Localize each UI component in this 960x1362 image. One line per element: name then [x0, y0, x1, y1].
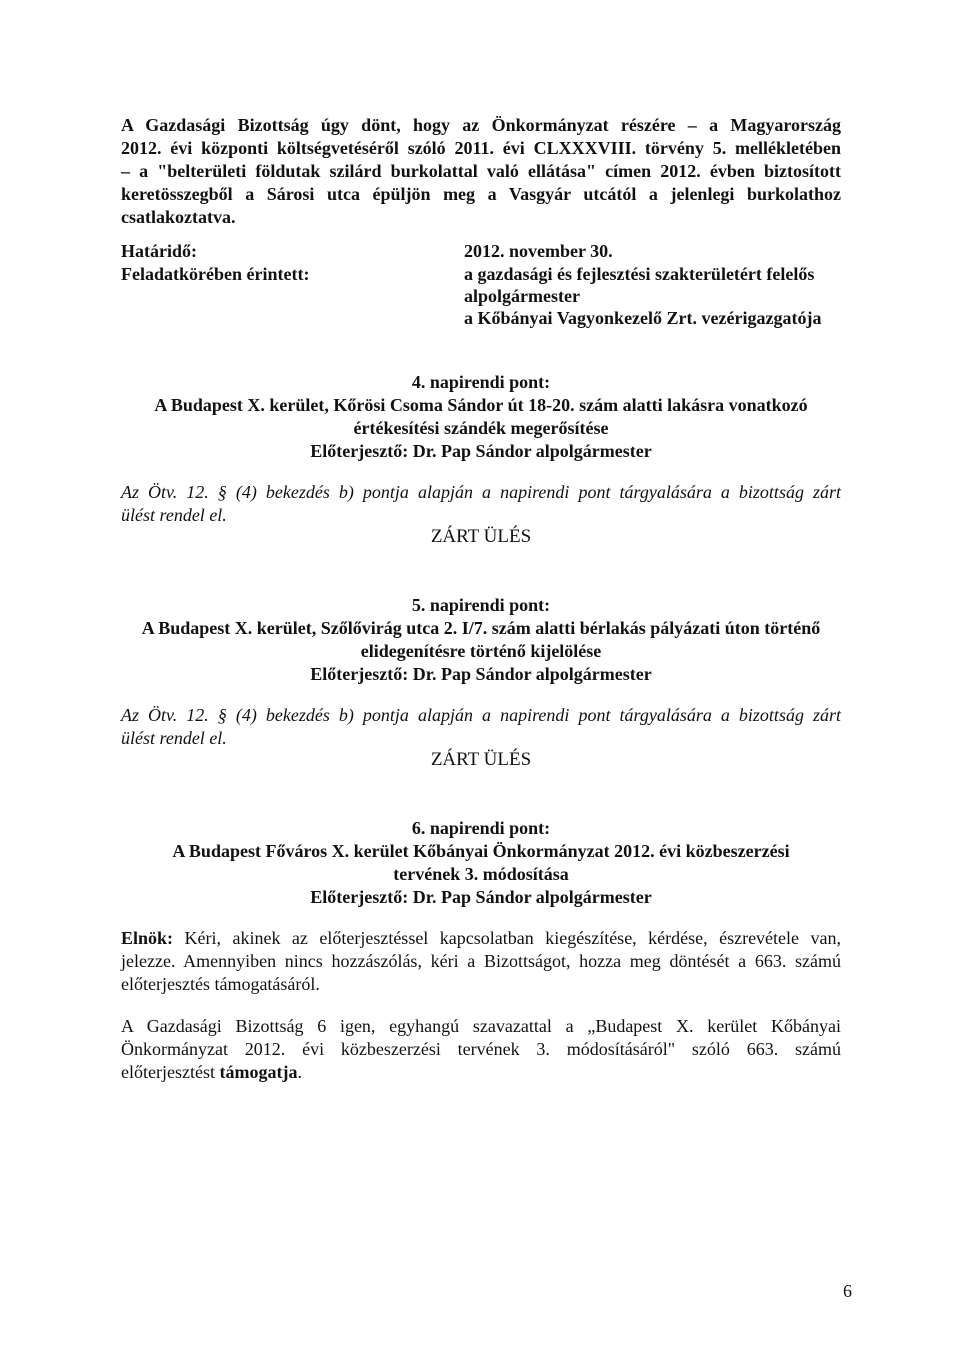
- responsible-line: a Kőbányai Vagyonkezelő Zrt. vezérigazgatója: [464, 308, 822, 328]
- chair-line: előterjesztés támogatásáról.: [121, 974, 320, 994]
- agenda-heading: 6. napirendi pont:: [411, 818, 551, 838]
- chair-paragraph: [121, 927, 841, 996]
- page-number: 6: [843, 1281, 852, 1301]
- deadline-label: Határidő:: [121, 241, 197, 261]
- agenda-title-line: A Budapest X. kerület, Szőlővirág utca 2. I/7. szám alatti bérlakás pályázati úton történő: [141, 618, 821, 638]
- chair-line: jelezze. Amennyiben nincs hozzászólás, kéri a Bizottságot, hozza meg döntését a 663. számú: [121, 951, 841, 971]
- intro-line: csatlakoztatva.: [121, 207, 236, 227]
- closed-session-note-4: [121, 481, 841, 527]
- agenda-item-5: [121, 594, 841, 686]
- agenda-item-6: [121, 817, 841, 909]
- intro-paragraph: [121, 114, 841, 229]
- agenda-presenter: Előterjesztő: Dr. Pap Sándor alpolgármester: [310, 887, 652, 907]
- agenda-item-4: [121, 371, 841, 463]
- agenda-title-line: értékesítési szándék megerősítése: [353, 418, 609, 438]
- agenda-heading: 5. napirendi pont:: [411, 595, 551, 615]
- intro-line: – a "belterületi földutak szilárd burkolattal való ellátása" címen 2012. évben biztosított: [121, 161, 841, 181]
- note-line: Az Ötv. 12. § (4) bekezdés b) pontja alapján a napirendi pont tárgyalására a bizottság zárt: [121, 482, 841, 502]
- decision-paragraph: [121, 1015, 841, 1084]
- note-line: Az Ötv. 12. § (4) bekezdés b) pontja alapján a napirendi pont tárgyalására a bizottság zárt: [121, 705, 841, 725]
- closed-session-label-5: ZÁRT ÜLÉS: [430, 749, 532, 770]
- chair-line: [121, 927, 841, 950]
- intro-line: 2012. évi központi költségvetéséről szóló 2011. évi CLXXXVIII. törvény 5. mellékletében: [121, 138, 841, 158]
- closed-session-label-4: ZÁRT ÜLÉS: [430, 526, 532, 547]
- decision-verdict: támogatja: [219, 1062, 298, 1082]
- chair-label: Elnök:: [121, 928, 174, 948]
- agenda-presenter: Előterjesztő: Dr. Pap Sándor alpolgármester: [310, 441, 652, 461]
- agenda-title-line: A Budapest Főváros X. kerület Kőbányai Önkormányzat 2012. évi közbeszerzési: [172, 841, 790, 861]
- agenda-title-line: tervének 3. módosítása: [393, 864, 569, 884]
- intro-line: keretösszegből a Sárosi utca épüljön meg a Vasgyár utcától a jelenlegi burkolathoz: [121, 184, 841, 204]
- agenda-title-line: A Budapest X. kerület, Kőrösi Csoma Sándor út 18-20. szám alatti lakásra vonatkozó: [154, 395, 808, 415]
- decision-text: előterjesztést: [121, 1062, 220, 1082]
- agenda-presenter: Előterjesztő: Dr. Pap Sándor alpolgármester: [310, 664, 652, 684]
- responsible-line: alpolgármester: [464, 286, 580, 306]
- decision-line: A Gazdasági Bizottság 6 igen, egyhangú szavazattal a „Budapest X. kerület Kőbányai: [121, 1016, 841, 1036]
- decision-line: [121, 1061, 841, 1084]
- decision-line: Önkormányzat 2012. évi közbeszerzési tervének 3. módosításáról" szóló 663. számú: [121, 1039, 841, 1059]
- note-line: ülést rendel el.: [121, 728, 227, 748]
- chair-text: Kéri, akinek az előterjesztéssel kapcsolatban kiegészítése, kérdése, észrevétele van,: [173, 928, 841, 948]
- agenda-title-line: elidegenítésre történő kijelölése: [360, 641, 602, 661]
- responsible-line: a gazdasági és fejlesztési szakterületért felelős: [464, 264, 815, 284]
- agenda-heading: 4. napirendi pont:: [411, 372, 551, 392]
- closed-session-note-5: [121, 704, 841, 750]
- responsible-label: Feladatkörében érintett:: [121, 264, 310, 284]
- decision-period: .: [297, 1062, 302, 1082]
- note-line: ülést rendel el.: [121, 505, 227, 525]
- responsible-value: [464, 263, 884, 329]
- deadline-value: 2012. november 30.: [464, 241, 613, 261]
- intro-line: A Gazdasági Bizottság úgy dönt, hogy az Önkormányzat részére – a Magyarország: [121, 115, 841, 135]
